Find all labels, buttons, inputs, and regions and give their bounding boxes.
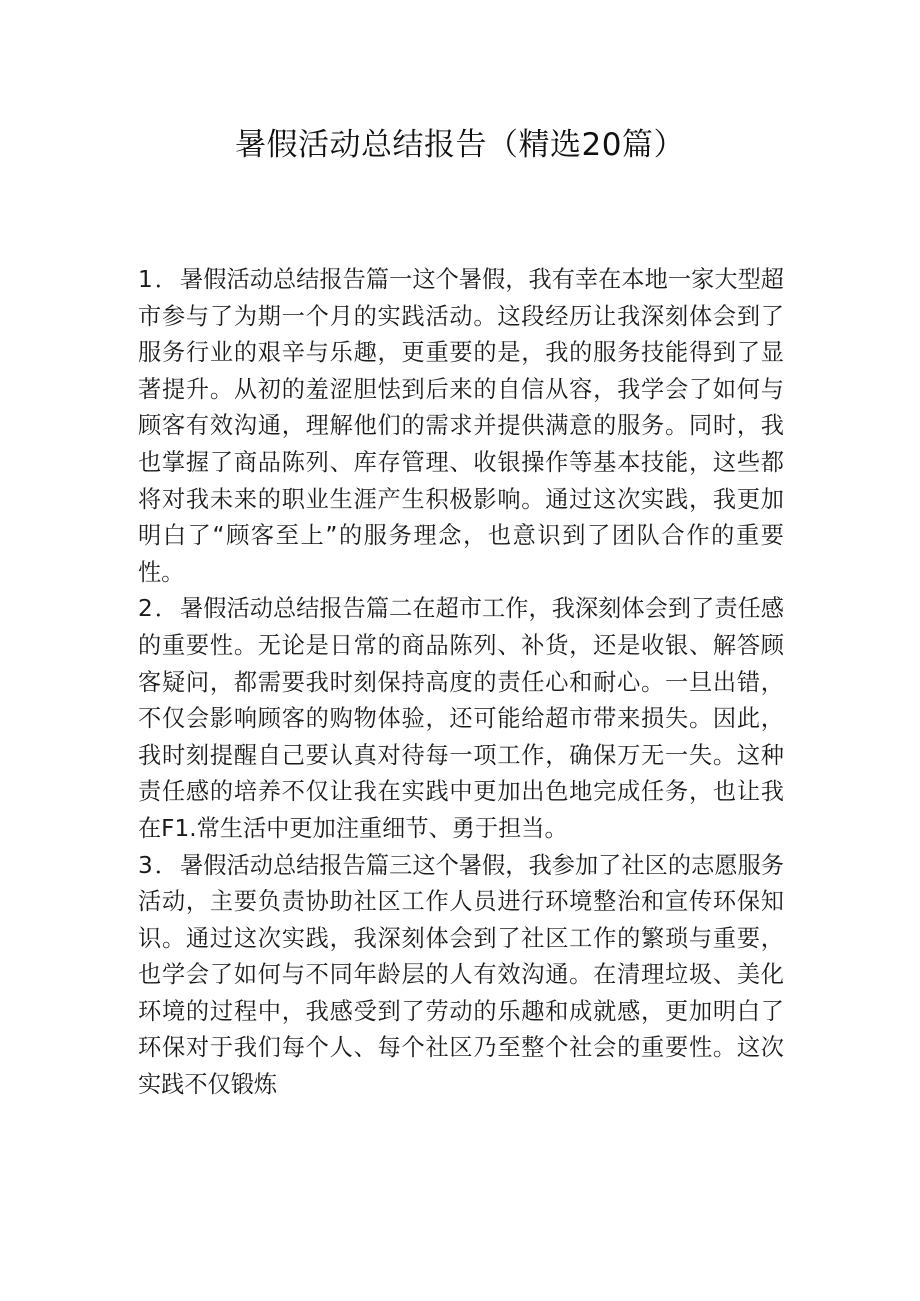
- paragraph-number: 2．: [138, 595, 181, 623]
- paragraph-number: 1．: [138, 266, 181, 293]
- paragraph-number: 3．: [138, 851, 181, 879]
- paragraph-text: 暑假活动总结报告篇三这个暑假，我参加了社区的志愿服务活动，主要负责协助社区工作人员进行环境整治和宣传环保知识。通过这次实践，我深刻体会到了社区工作的繁琐与重要，也学会了如何与不同年龄层的人有效沟通。在清理垃圾、美化环境的过程中，我感受到了劳动的乐趣和成就感，更加明白了环保对于我们每个人、每个社区乃至整个社会的重要性。这次实践不仅锻炼: [138, 851, 784, 1099]
- paragraph-text: 暑假活动总结报告篇二在超市工作，我深刻体会到了责任感的重要性。无论是日常的商品陈列、补货，还是收银、解答顾客疑问，都需要我时刻保持高度的责任心和耐心。一旦出错，不仅会影响顾客的购物体验，还可能给超市带来损失。因此，我时刻提醒自己要认真对待每一项工作，确保万无一失。这种责任感的培养不仅让我在实践中更加出色地完成任务，也让我在F1.常生活中更加注重细节、勇于担当。: [138, 595, 784, 842]
- paragraph-text: 暑假活动总结报告篇一这个暑假，我有幸在本地一家大型超市参与了为期一个月的实践活动。这段经历让我深刻体会到了服务行业的艰辛与乐趣，更重要的是，我的服务技能得到了显著提升。从初的羞涩胆怯到后来的自信从容，我学会了如何与顾客有效沟通，理解他们的需求并提供满意的服务。同时，我也掌握了商品陈列、库存管理、收银操作等基本技能，这些都将对我未来的职业生涯产生积极影响。通过这次实践，我更加明白了“顾客至上”的服务理念，也意识到了团队合作的重要性。: [138, 266, 784, 586]
- document-title: 暑假活动总结报告（精选20篇）: [235, 127, 685, 163]
- document-body: [138, 262, 784, 1104]
- paragraph-3: [138, 848, 784, 1104]
- paragraph-2: [138, 591, 784, 847]
- paragraph-1: [138, 262, 784, 591]
